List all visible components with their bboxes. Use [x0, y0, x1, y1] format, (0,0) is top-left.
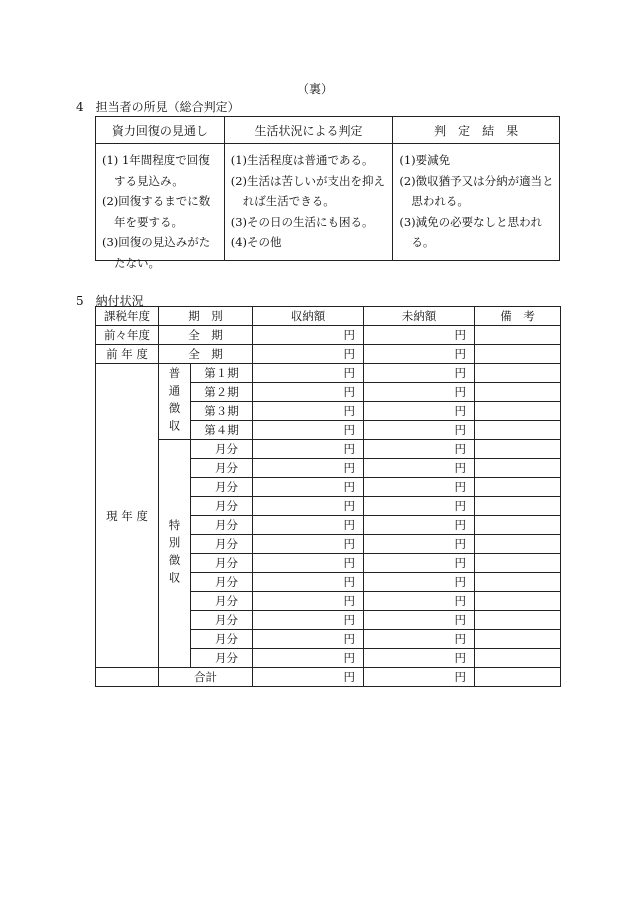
- header-unpaid: 未納額: [364, 307, 475, 326]
- current-year-cell: 現 年 度: [96, 364, 159, 668]
- remarks-cell[interactable]: [475, 459, 561, 478]
- recovery-option: (3)回復の見込みがたたない。: [102, 235, 211, 270]
- header-received: 収納額: [253, 307, 364, 326]
- period-cell: 全 期: [159, 345, 253, 364]
- unpaid-cell: 円: [364, 459, 475, 478]
- month-cell: 月分: [191, 516, 253, 535]
- year-cell: 前々年度: [96, 326, 159, 345]
- result-options: [393, 144, 560, 261]
- unpaid-cell: 円: [364, 630, 475, 649]
- living-option: (3)その日の生活にも困る。: [230, 214, 374, 229]
- unpaid-cell: 円: [364, 573, 475, 592]
- month-cell: 月分: [191, 630, 253, 649]
- living-option: (1)生活程度は普通である。: [230, 153, 374, 167]
- living-option: (2)生活は苦しいが支出を抑えれば生活できる。: [230, 173, 386, 209]
- remarks-cell[interactable]: [475, 364, 561, 383]
- unpaid-cell: 円: [364, 611, 475, 630]
- received-cell: 円: [253, 611, 364, 630]
- table-row: [96, 364, 561, 383]
- received-cell: 円: [253, 326, 364, 345]
- unpaid-cell: 円: [364, 478, 475, 497]
- month-cell: 月分: [191, 440, 253, 459]
- unpaid-cell: 円: [364, 668, 475, 687]
- period-cell: 全 期: [159, 326, 253, 345]
- living-options: [224, 144, 393, 261]
- unpaid-cell: 円: [364, 535, 475, 554]
- month-cell: 月分: [191, 459, 253, 478]
- unpaid-cell: 円: [364, 554, 475, 573]
- remarks-cell[interactable]: [475, 326, 561, 345]
- year-cell: 前 年 度: [96, 345, 159, 364]
- unpaid-cell: 円: [364, 592, 475, 611]
- blank-cell: [96, 668, 159, 687]
- month-cell: 月分: [191, 611, 253, 630]
- remarks-cell[interactable]: [475, 402, 561, 421]
- remarks-cell[interactable]: [475, 478, 561, 497]
- header-year: 課税年度: [96, 307, 159, 326]
- received-cell: 円: [253, 516, 364, 535]
- table-row: [96, 345, 561, 364]
- result-option: (3)減免の必要なしと思われる。: [399, 214, 543, 250]
- month-cell: 月分: [191, 478, 253, 497]
- unpaid-cell: 円: [364, 516, 475, 535]
- ordinary-label-cell: [159, 364, 191, 440]
- remarks-cell[interactable]: [475, 421, 561, 440]
- unpaid-cell: 円: [364, 421, 475, 440]
- month-cell: 月分: [191, 497, 253, 516]
- special-label: 特別徴収: [167, 518, 182, 589]
- period-cell: 第３期: [191, 402, 253, 421]
- special-label-cell: [159, 440, 191, 668]
- assessment-table: [95, 116, 560, 270]
- received-cell: 円: [253, 592, 364, 611]
- recovery-option: (2)回復するまでに数年を要する。: [102, 194, 211, 229]
- unpaid-cell: 円: [364, 364, 475, 383]
- result-option: (2)徴収猶予又は分納が適当と思われる。: [399, 173, 554, 209]
- total-label-cell: 合計: [159, 668, 253, 687]
- received-cell: 円: [253, 440, 364, 459]
- received-cell: 円: [253, 630, 364, 649]
- received-cell: 円: [253, 573, 364, 592]
- period-cell: 第４期: [191, 421, 253, 440]
- page-header: （裏）: [296, 82, 333, 96]
- month-cell: 月分: [191, 554, 253, 573]
- recovery-options: [96, 144, 225, 270]
- period-cell: 第２期: [191, 383, 253, 402]
- unpaid-cell: 円: [364, 402, 475, 421]
- remarks-cell[interactable]: [475, 573, 561, 592]
- remarks-cell[interactable]: [475, 383, 561, 402]
- received-cell: 円: [253, 345, 364, 364]
- section4-title: 4 担当者の所見（総合判定）: [76, 100, 240, 114]
- remarks-cell[interactable]: [475, 630, 561, 649]
- unpaid-cell: 円: [364, 440, 475, 459]
- remarks-cell[interactable]: [475, 592, 561, 611]
- received-cell: 円: [253, 383, 364, 402]
- period-cell: 第１期: [191, 364, 253, 383]
- remarks-cell[interactable]: [475, 535, 561, 554]
- unpaid-cell: 円: [364, 383, 475, 402]
- result-option: (1)要減免: [399, 153, 451, 167]
- received-cell: 円: [253, 478, 364, 497]
- received-cell: 円: [253, 421, 364, 440]
- header-remarks: 備 考: [475, 307, 561, 326]
- received-cell: 円: [253, 535, 364, 554]
- table-row: [96, 326, 561, 345]
- month-cell: 月分: [191, 535, 253, 554]
- living-option: (4)その他: [230, 235, 282, 250]
- column-header-living: 生活状況による判定: [224, 117, 393, 144]
- column-header-recovery: 資力回復の見通し: [96, 117, 225, 144]
- unpaid-cell: 円: [364, 497, 475, 516]
- unpaid-cell: 円: [364, 345, 475, 364]
- remarks-cell[interactable]: [475, 649, 561, 668]
- table-row: [96, 440, 561, 459]
- total-row: [96, 668, 561, 687]
- remarks-cell[interactable]: [475, 345, 561, 364]
- remarks-cell[interactable]: [475, 611, 561, 630]
- received-cell: 円: [253, 402, 364, 421]
- received-cell: 円: [253, 649, 364, 668]
- remarks-cell[interactable]: [475, 516, 561, 535]
- unpaid-cell: 円: [364, 326, 475, 345]
- remarks-cell[interactable]: [475, 668, 561, 687]
- received-cell: 円: [253, 364, 364, 383]
- header-period: 期 別: [159, 307, 253, 326]
- unpaid-cell: 円: [364, 649, 475, 668]
- month-cell: 月分: [191, 649, 253, 668]
- section5-title: 5 納付状況: [76, 294, 144, 308]
- recovery-option: (1) 1年間程度で回復する見込み。: [102, 153, 210, 188]
- column-header-result: 判 定 結 果: [393, 117, 560, 144]
- received-cell: 円: [253, 497, 364, 516]
- remarks-cell[interactable]: [475, 497, 561, 516]
- month-cell: 月分: [191, 592, 253, 611]
- ordinary-label: 普通徴収: [167, 366, 182, 437]
- received-cell: 円: [253, 459, 364, 478]
- remarks-cell[interactable]: [475, 440, 561, 459]
- received-cell: 円: [253, 554, 364, 573]
- payment-status-table: [95, 306, 561, 687]
- received-cell: 円: [253, 668, 364, 687]
- month-cell: 月分: [191, 573, 253, 592]
- remarks-cell[interactable]: [475, 554, 561, 573]
